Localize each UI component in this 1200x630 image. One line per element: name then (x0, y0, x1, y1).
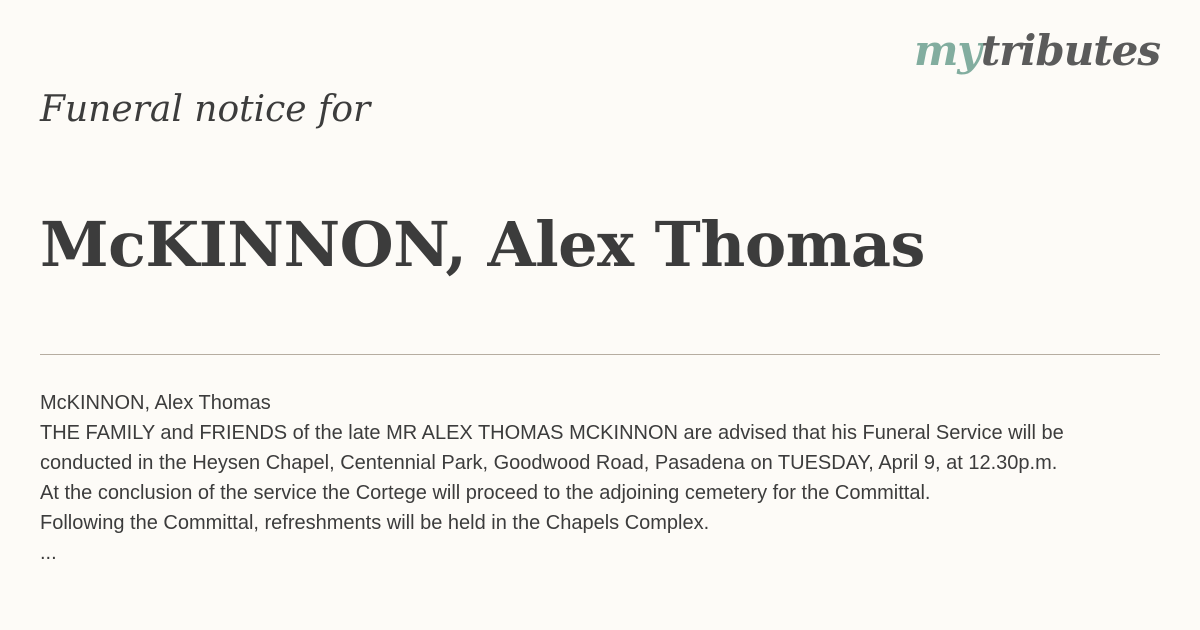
notice-ellipsis: ... (40, 542, 57, 564)
mytributes-logo[interactable] (913, 26, 1160, 75)
logo-tributes: tributes (980, 26, 1160, 75)
notice-line: Following the Committal, refreshments will be held in the Chapels Complex. (40, 512, 710, 534)
deceased-name: McKINNON, Alex Thomas (40, 208, 925, 281)
notice-line: THE FAMILY and FRIENDS of the late MR ALEX THOMAS MCKINNON are advised that his Funeral Service will be (40, 422, 1064, 444)
notice-line: At the conclusion of the service the Cortege will proceed to the adjoining cemetery for the Committal. (40, 482, 931, 504)
notice-body (40, 388, 1160, 568)
logo-my: my (913, 26, 981, 75)
notice-line: McKINNON, Alex Thomas (40, 392, 271, 414)
notice-line: conducted in the Heysen Chapel, Centennial Park, Goodwood Road, Pasadena on TUESDAY, April 9, at 12.30p.m. (40, 452, 1058, 474)
divider (40, 354, 1160, 355)
notice-eyebrow: Funeral notice for (40, 89, 371, 130)
